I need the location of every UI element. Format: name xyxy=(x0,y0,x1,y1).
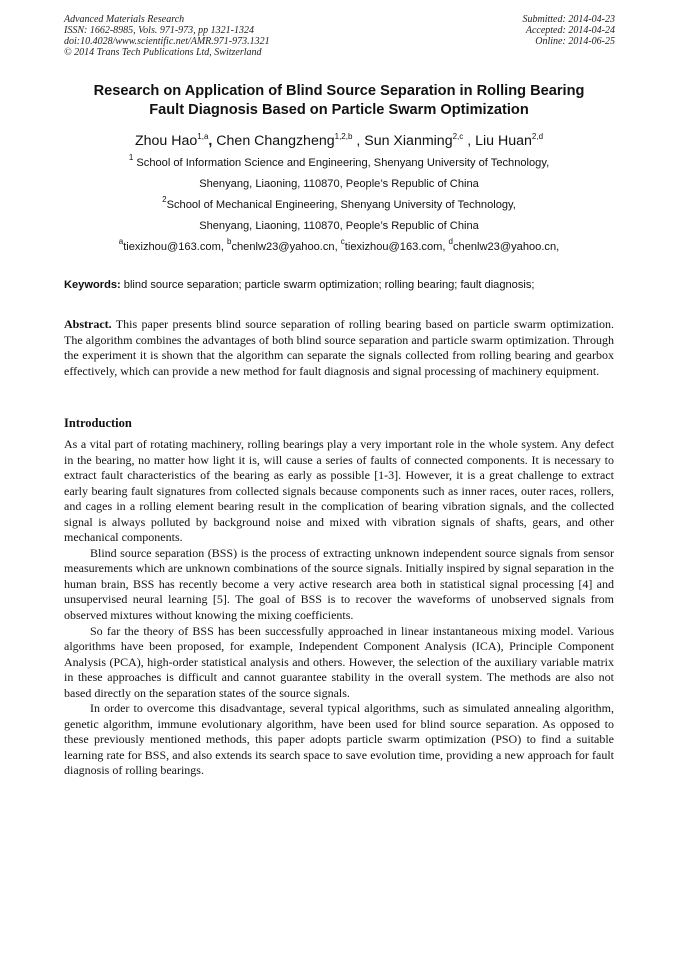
affiliation-2-line-2: Shenyang, Liaoning, 110870, People’s Republic of China xyxy=(199,220,479,232)
affiliation-1-line-1: $^1$ School of Information Science and Engineering, Shenyang University of Technology, xyxy=(128,153,550,169)
paper-title xyxy=(60,82,618,120)
email-list xyxy=(40,237,638,254)
submitted-date: Submitted: 2014-04-23 xyxy=(522,14,615,25)
journal-name: Advanced Materials Research xyxy=(64,14,185,25)
author-superscript: 2,d xyxy=(531,132,544,141)
author-superscript: 2,c xyxy=(452,132,464,141)
email-address: tiexizhou@163.com, xyxy=(344,241,449,253)
abstract-text: This paper presents blind source separation of rolling bearing based on particle swarm optimization. The algorithm combines the advantages of both blind source separation and particle swarm optimization. Through the experiment it is shown that the algorithm can separate the signals collected from rolling bearing and gearbox effectively, which can provide a new method for fault diagnosis and signal processing of machinery equipment. xyxy=(64,317,614,378)
journal-header xyxy=(64,14,270,58)
copyright-line: © 2014 Trans Tech Publications Ltd, Switzerland xyxy=(64,47,262,58)
keywords-label: Keywords: xyxy=(64,279,121,291)
keywords xyxy=(64,278,624,292)
abstract xyxy=(64,317,614,379)
affiliation-1-line-2: Shenyang, Liaoning, 110870, People’s Republic of China xyxy=(199,178,479,190)
paragraph: In order to overcome this disadvantage, several typical algorithms, such as simulated annealing algorithm, genetic algorithm, immune evolutionary algorithm, have been used for blind source separation. As opposed to these previously mentioned methods, this paper adopts particle swarm optimization (PSO) to find a suitable learning rate for BSS, and also extends its search space to save evolution time, providing a new approach for fault diagnosis of rolling bearings. xyxy=(64,701,614,778)
email-address: chenlw23@yahoo.cn, xyxy=(452,241,560,253)
affiliation-2-superscript: 2 xyxy=(162,195,167,204)
introduction-body xyxy=(64,437,614,779)
email-superscript: a xyxy=(118,237,124,246)
abstract-label: Abstract. xyxy=(64,317,112,331)
author-name: Sun Xianming xyxy=(364,133,453,149)
author-name: Chen Changzheng xyxy=(216,133,335,149)
email-superscript: b xyxy=(226,237,232,246)
accepted-date: Accepted: 2014-04-24 xyxy=(525,25,615,36)
title-line-1: Research on Application of Blind Source Separation in Rolling Bearing xyxy=(93,83,585,99)
affiliation-2-line-1: $^2$School of Mechanical Engineering, Shenyang University of Technology, xyxy=(162,195,516,211)
paragraph: So far the theory of BSS has been successfully approached in linear instantaneous mixing model. Various algorithms have been proposed, for example, Independent Component Analysis (ICA), Principle Component Analysis (PCA), high-order statistical analysis and others. However, the selection of the auxiliary variable matrix in these approaches is difficult and cannot guarantee stability in the overall system. The methods are also not based directly on the separation states of the source signals. xyxy=(64,623,614,700)
email-address: tiexizhou@163.com, xyxy=(123,241,227,253)
section-heading-introduction: Introduction xyxy=(64,416,132,430)
paragraph: Blind source separation (BSS) is the process of extracting unknown independent source signals from sensor measurements which are unknown combinations of the source signals. Initially inspired by signal separation in the human brain, BSS has recently become a very active research area both in statistical signal processing [4] and unsupervised neural learning [5]. The goal of BSS is to recover the waveforms of unobserved signals from observed mixtures without knowing the mixing coefficients. xyxy=(64,545,614,623)
author-name: Zhou Hao xyxy=(134,133,198,149)
affiliation-1-superscript: 1 xyxy=(128,153,134,162)
author-superscript: 1,2,b xyxy=(334,132,353,141)
doi-line: doi:10.4028/www.scientific.net/AMR.971-973.1321 xyxy=(64,36,270,47)
email-superscript: c xyxy=(340,237,345,246)
email-address: chenlw23@yahoo.cn, xyxy=(231,241,341,253)
email-superscript: d xyxy=(448,237,453,246)
keywords-text: blind source separation; particle swarm optimization; rolling bearing; fault diagnosis; xyxy=(120,279,535,291)
paragraph: As a vital part of rotating machinery, rolling bearings play a very important role in the whole system. Any defect in the bearing, no matter how light it is, will cause a series of faults of connected components. It is necessary to extract fault characteristics of the bearing as early as possible [1-3]. However, it is a great challenge to extract early bearing fault signatures from collected signals because components such as inner races, outer races, rollers, and cages in a rolling element bearing result in the complication of bearing vibration signals, and the collected signal is always polluted by background noise and mixed with vibration signals of shafts, gears, and other mechanical components. xyxy=(64,437,614,545)
issn-line: ISSN: 1662-8985, Vols. 971-973, pp 1321-1324 xyxy=(64,25,254,36)
online-date: Online: 2014-06-25 xyxy=(535,36,615,47)
title-line-2: Fault Diagnosis Based on Particle Swarm Optimization xyxy=(149,102,529,118)
author-superscript: 1,a xyxy=(197,132,209,141)
author-name: Liu Huan xyxy=(475,133,532,149)
dates-header xyxy=(523,14,616,47)
author-list: Zhou Hao$^{1,a}$, Chen Changzheng$^{1,2,b}$ , Sun Xianming$^{2,c}$ , Liu Huan$^{2,d}$ xyxy=(134,132,544,149)
